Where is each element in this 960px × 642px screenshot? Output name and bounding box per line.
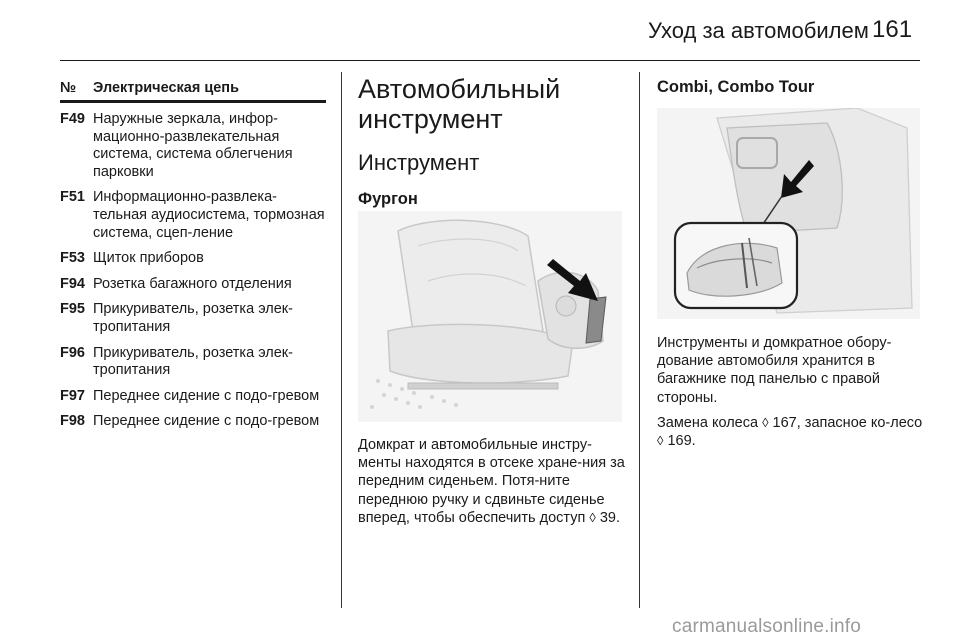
fuse-row [60,189,326,242]
reference-page: 167 [772,414,797,431]
wheel-change-text: Замена колеса [657,414,759,431]
fuse-row [60,111,326,181]
fuse-table-header [60,80,326,103]
fuse-code: F51 [60,189,85,206]
spare-wheel-text: , запасное ко-лесо [796,414,923,431]
fuse-row [60,388,326,406]
combi-paragraph-1: Инструменты и домкратное обору-дование автомобиля хранится в багажнике под панелью с правой стороны. [657,335,892,406]
reference-arrow-icon: ◊ [762,414,769,430]
col-circuit-header: Электрическая цепь [93,80,239,96]
fuse-desc: Прикуриватель, розетка элек-тропитания [93,344,293,379]
column-divider [341,72,342,608]
fuse-desc: Переднее сидение с подо-гревом [93,387,320,404]
tools-section [358,74,624,209]
fuse-code: F49 [60,111,85,127]
column-divider [639,72,640,608]
fuse-code: F97 [60,387,85,404]
col-number-header: № [60,80,77,96]
van-seat-illustration [358,211,622,422]
fuse-desc: Переднее сидение с подо-гревом [93,413,320,430]
header-divider [60,60,920,61]
header-title: Уход за автомобилем [648,18,869,43]
reference-page: 39. [599,509,620,526]
fuse-code: F98 [60,413,85,430]
section-title: Автомобильный инструмент [358,74,561,134]
page-header [0,0,960,60]
fuse-row [60,276,326,294]
reference-arrow-icon: ◊ [657,433,664,449]
combi-paragraphs [657,334,923,450]
fuse-code: F94 [60,275,85,292]
fuse-desc: Розетка багажного отделения [93,275,292,292]
fuse-desc: Информационно-развлека-тельная аудиосистема, тормозная система, сцеп-ление [93,189,325,241]
fuse-desc: Наружные зеркала, инфор-мационно-развлекательная система, система облегчения парковки [93,111,293,180]
van-tools-paragraph [358,436,626,527]
combi-paragraph-2 [657,414,923,450]
combi-trunk-illustration [657,108,920,319]
fuse-desc: Прикуриватель, розетка элек-тропитания [93,301,293,335]
fuse-row [60,301,326,336]
combi-heading: Combi, Combo Tour [657,78,815,96]
fuse-code: F95 [60,301,85,318]
page-number: 161 [872,16,913,43]
reference-arrow-icon: ◊ [589,509,596,525]
fuse-row [60,250,326,268]
fuse-table [60,80,326,431]
fuse-desc: Щиток приборов [93,250,204,267]
fuse-code: F53 [60,250,85,267]
fuse-code: F96 [60,344,85,361]
van-tools-text: Домкрат и автомобильные инстру-менты находятся в отсеке хране-ния за передним сиденьем. Потя-ните переднюю ручку и сдвиньте сиденье вперед, чтобы обеспечить доступ [358,437,625,526]
subsection-van: Фургон [358,190,418,208]
watermark: carmanualsonline.info [672,616,862,637]
combi-section [657,78,923,97]
section-subtitle: Инструмент [358,150,480,175]
fuse-row [60,345,326,380]
reference-page: 169. [667,433,696,450]
fuse-row [60,413,326,431]
